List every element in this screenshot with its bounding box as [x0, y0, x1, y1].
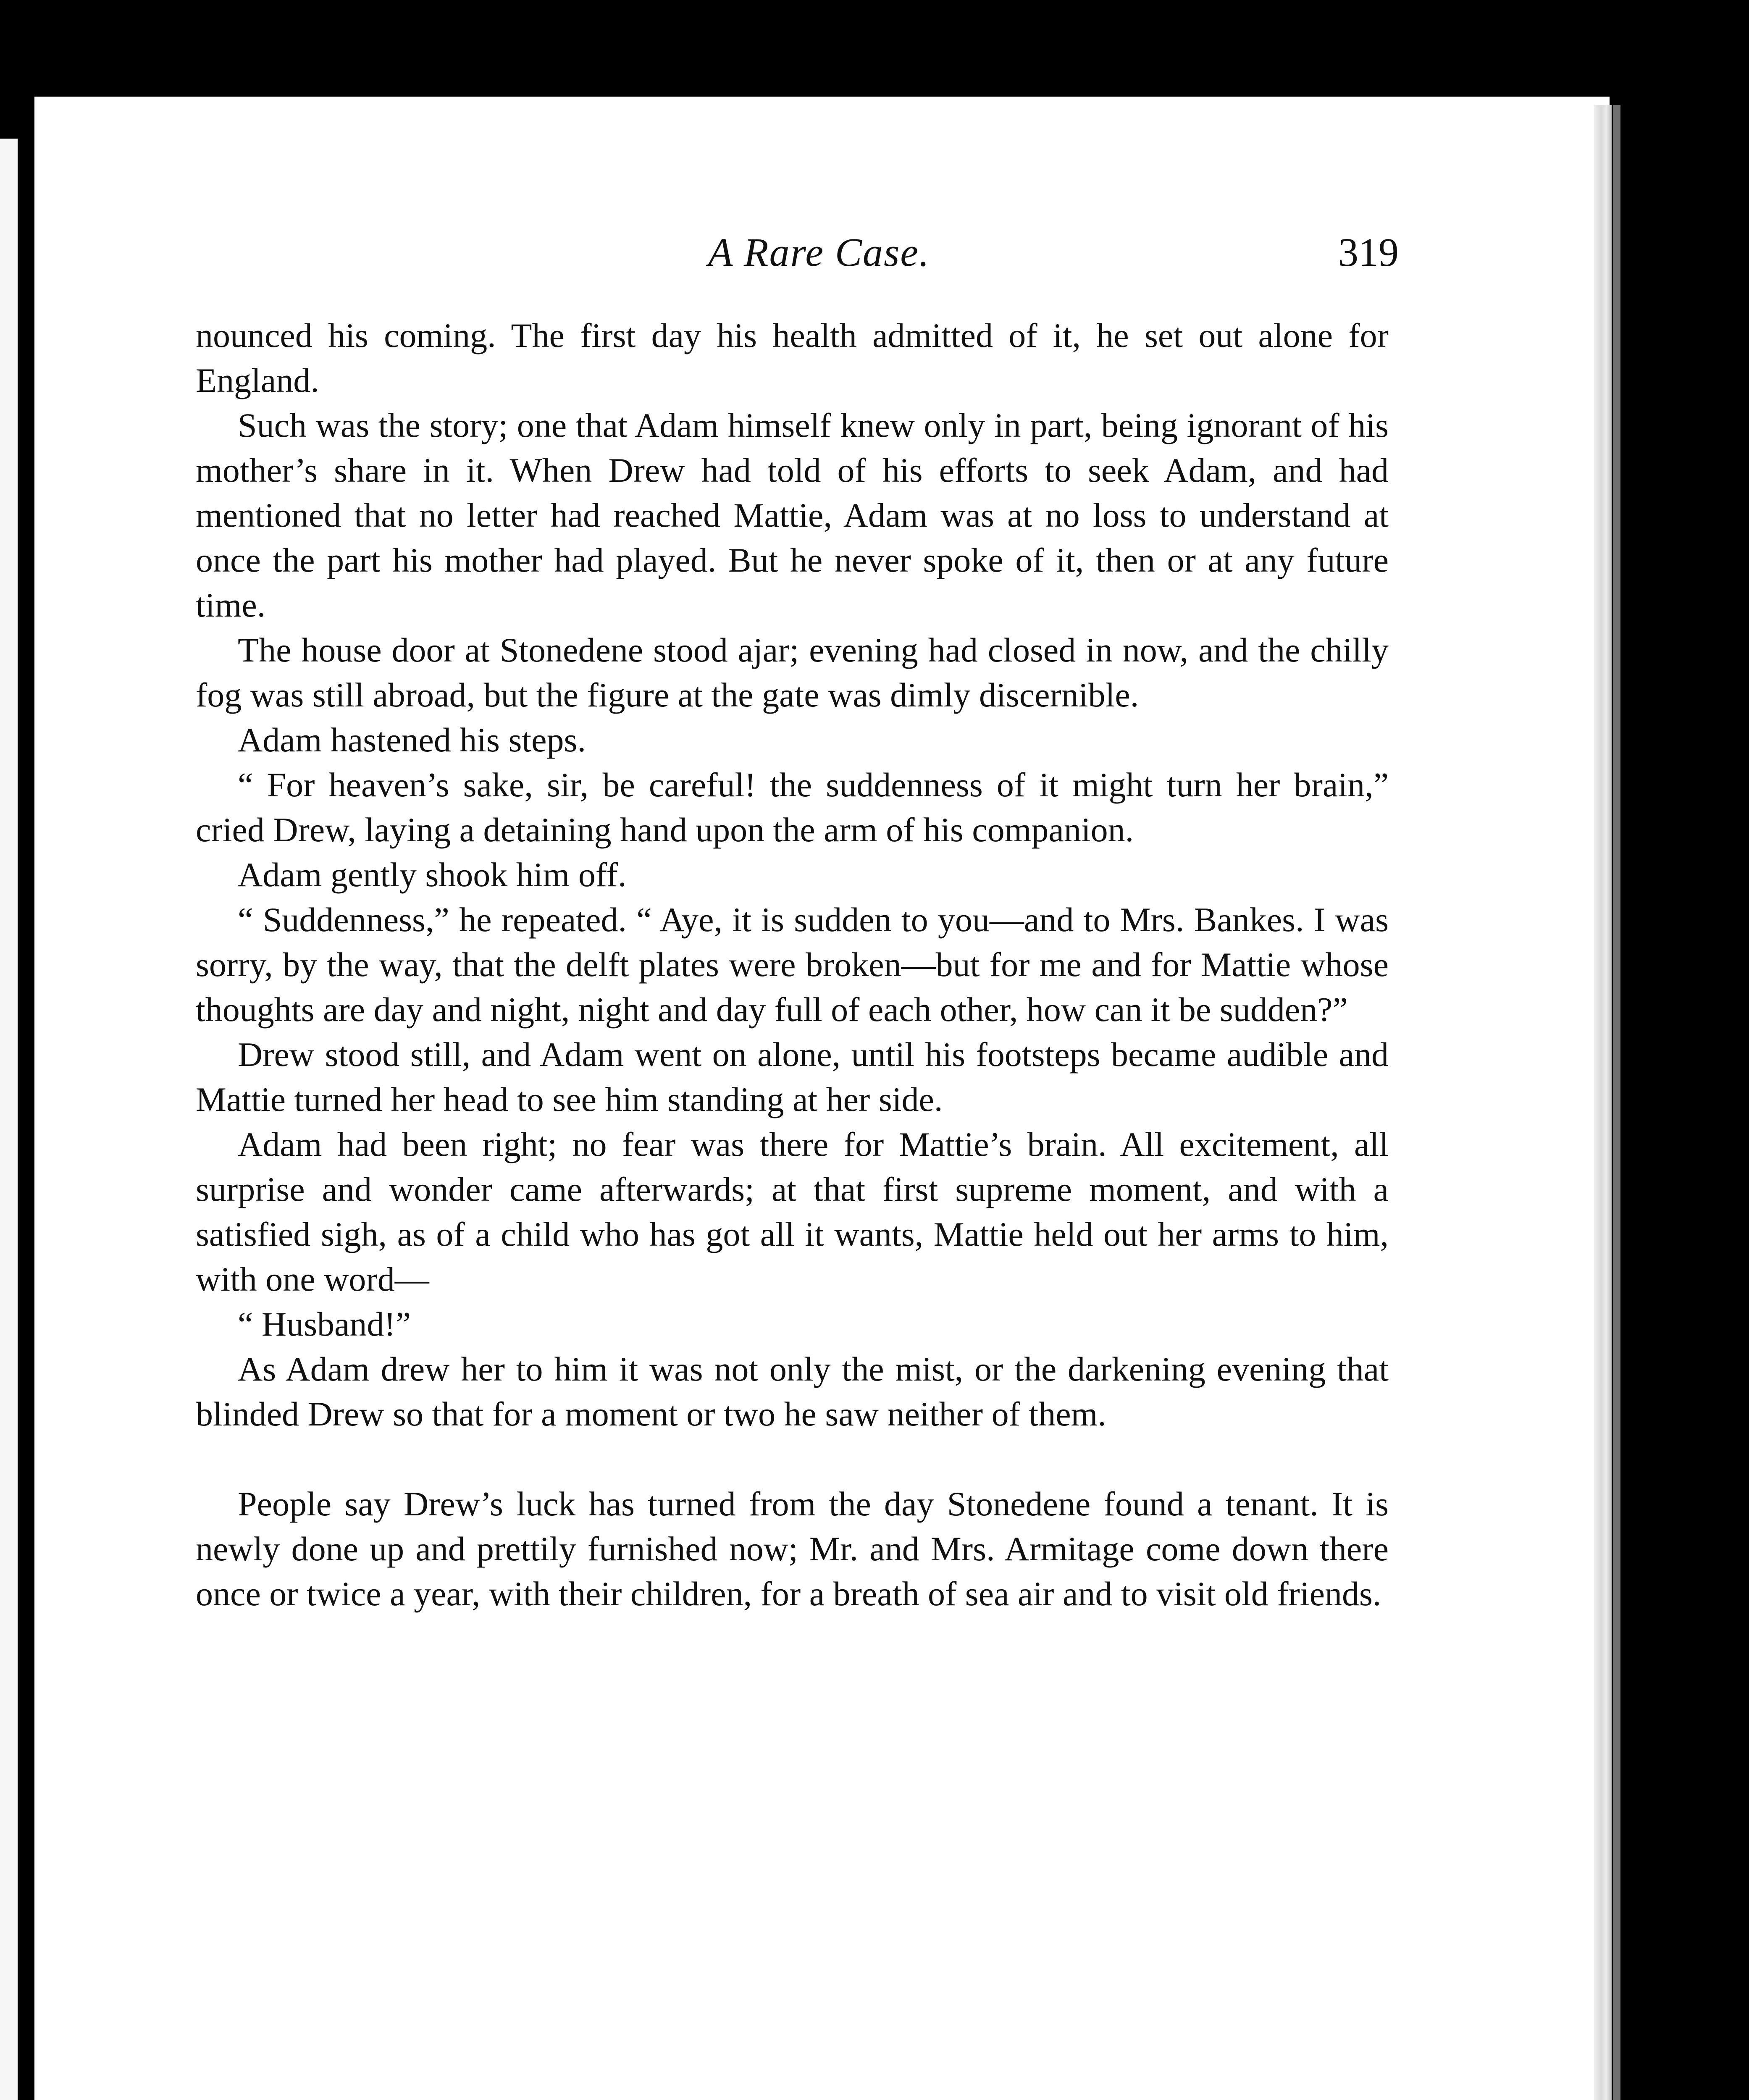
- paragraph: Adam had been right; no fear was there for Mattie’s brain. All excitement, all surprise and wonder came afterwards; at that first supreme moment, and with a satisfied sigh, as of a child who has got all it wants, Mattie held out her arms to him, with one word—: [196, 1125, 1389, 1298]
- running-title: A Rare Case.: [708, 230, 930, 275]
- page-fore-edge: [1594, 105, 1612, 2100]
- paragraph: The house door at Stonedene stood ajar; evening had closed in now, and the chilly fog was still abroad, but the figure at the gate was dimly discernible.: [196, 631, 1389, 714]
- paragraph: As Adam drew her to him it was not only the mist, or the darkening evening that blinded Drew so that for a moment or two he saw neither of them.: [196, 1350, 1389, 1433]
- paragraph: “ Suddenness,” he repeated. “ Aye, it is sudden to you—and to Mrs. Bankes. I was sorry, by the way, that the delft plates were broken—but for me and for Mattie whose thoughts are day and night, night and day full of each other, how can it be sudden?”: [196, 900, 1389, 1029]
- paragraph: Such was the story; one that Adam himself knew only in part, being ignorant of his mother’s share in it. When Drew had told of his efforts to seek Adam, and had mentioned that no letter had reached Mattie, Adam was at no loss to understand at once the part his mother had played. But he never spoke of it, then or at any future time.: [196, 406, 1389, 624]
- paragraph: nounced his coming. The first day his health admitted of it, he set out alone for England.: [196, 316, 1389, 399]
- page-body-text: [196, 313, 1389, 1616]
- paragraph: Drew stood still, and Adam went on alone, until his footsteps became audible and Mattie turned her head to see him standing at her side.: [196, 1035, 1389, 1118]
- closing-paragraph: People say Drew’s luck has turned from the day Stonedene found a tenant. It is newly done up and prettily furnished now; Mr. and Mrs. Armitage come down there once or twice a year, with their children, for a breath of sea air and to visit old friends.: [196, 1485, 1389, 1613]
- paragraph: Adam gently shook him off.: [238, 856, 627, 894]
- book-cover-edge: [1613, 105, 1620, 2100]
- paragraph: “ For heaven’s sake, sir, be careful! the suddenness of it might turn her brain,” cried Drew, laying a detaining hand upon the arm of his companion.: [196, 766, 1389, 849]
- facing-page-edge: [0, 139, 18, 2100]
- paragraph: Adam hastened his steps.: [238, 721, 586, 759]
- paragraph: “ Husband!”: [238, 1305, 411, 1343]
- page-number: 319: [1338, 230, 1399, 275]
